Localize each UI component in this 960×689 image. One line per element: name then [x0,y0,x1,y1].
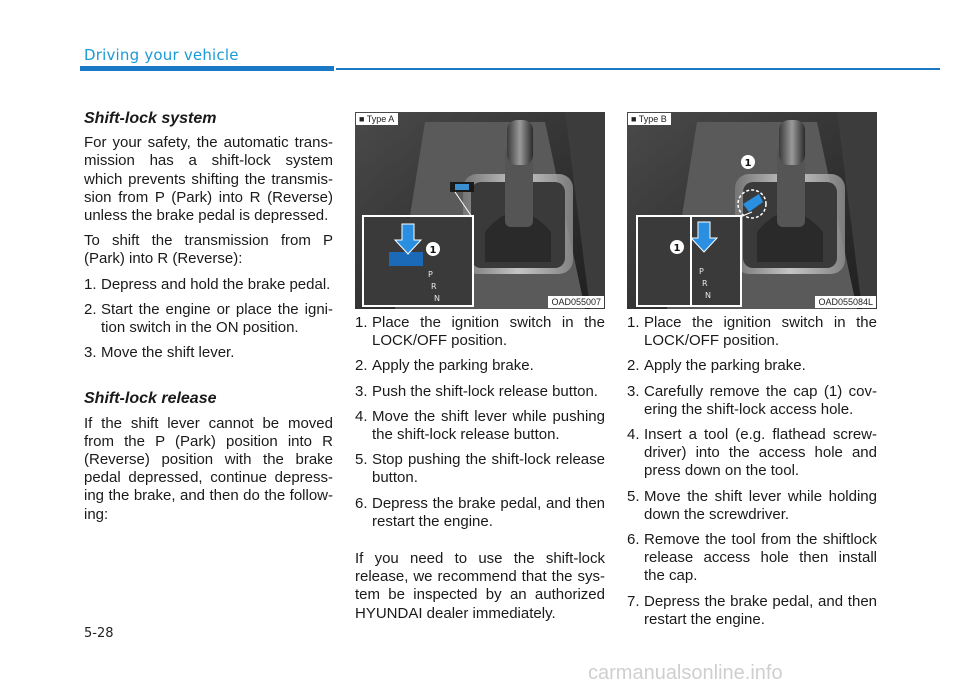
gear-letter: N [434,294,440,303]
figure-code-a: OAD055007 [548,296,604,308]
release-paragraph: If the shift lever cannot be moved from the P (Park) position into R (Reverse) position with the brake pedal depressed, continue depress-ing the brake, and then do the follow-ing: [84,414,333,523]
list-item: 1. Place the ignition switch in the LOCK/OFF position. [355,314,605,350]
gear-letter: R [431,282,437,291]
callout-number: 1 [744,158,752,169]
figure-code-b: OAD055084L [815,296,876,308]
callout-number: 1 [429,245,437,256]
site-watermark: carmanualsonline.info [588,662,783,684]
list-item: 5. Move the shift lever while holding down the screwdriver. [627,487,877,523]
callout-number: 1 [673,243,681,254]
column-type-b-steps [627,314,877,636]
shifter-illustration-b [627,112,877,309]
figure-type-a [355,112,605,309]
section-title: Driving your vehicle [84,46,239,64]
list-item: 4. Insert a tool (e.g. flathead screw-driver) into the access hole and press down on the tool. [627,426,877,480]
list-item: 3. Move the shift lever. [84,344,235,362]
list-item: 4. Move the shift lever while pushing the shift-lock release button. [355,407,605,444]
list-item: 3. Carefully remove the cap (1) cov-ering the shift-lock access hole. [627,382,877,418]
heading-shift-lock-release: Shift-lock release [84,390,217,408]
type-a-label: ■ Type A [356,113,398,125]
list-item: 2. Start the engine or place the igni-tion switch in the ON position. [84,300,333,337]
list-item: 2. Apply the parking brake. [355,357,534,375]
list-item: 7. Depress the brake pedal, and then restart the engine. [627,592,877,628]
list-item: 6. Remove the tool from the shiftlock release access hole then install the cap. [627,531,877,585]
lead-paragraph: To shift the transmission from P (Park) into R (Reverse): [84,232,333,268]
list-item: 1. Place the ignition switch in the LOCK/OFF position. [627,314,877,350]
figure-type-b [627,112,877,309]
list-item: 2. Apply the parking brake. [627,357,806,375]
dealer-note: If you need to use the shift-lock release, we recommend that the sys-tem be inspected by an authorized HYUNDAI dealer immediately. [355,550,605,622]
column-type-a-steps [355,314,605,630]
type-b-label: ■ Type B [628,113,671,125]
page-number: 5-28 [84,626,114,641]
gear-letter: R [702,279,708,288]
heading-shift-lock-system: Shift-lock system [84,110,217,127]
shifter-illustration-a [355,112,605,309]
list-item: 3. Push the shift-lock release button. [355,382,598,400]
header-rule-thin [336,68,940,70]
column-shift-lock-system [84,110,333,531]
list-item: 1. Depress and hold the brake pedal. [84,275,331,293]
header-rule-thick [80,66,334,71]
gear-letter: P [428,270,433,279]
gear-letter: N [705,291,711,300]
list-item: 5. Stop pushing the shift-lock release button. [355,451,605,487]
gear-letter: P [699,267,704,276]
intro-paragraph: For your safety, the automatic trans-mission has a shift-lock system which prevents shifting the transmis-sion from P (Park) into R (Reverse) unless the brake pedal is depressed. [84,134,333,225]
list-item: 6. Depress the brake pedal, and then restart the engine. [355,494,605,530]
